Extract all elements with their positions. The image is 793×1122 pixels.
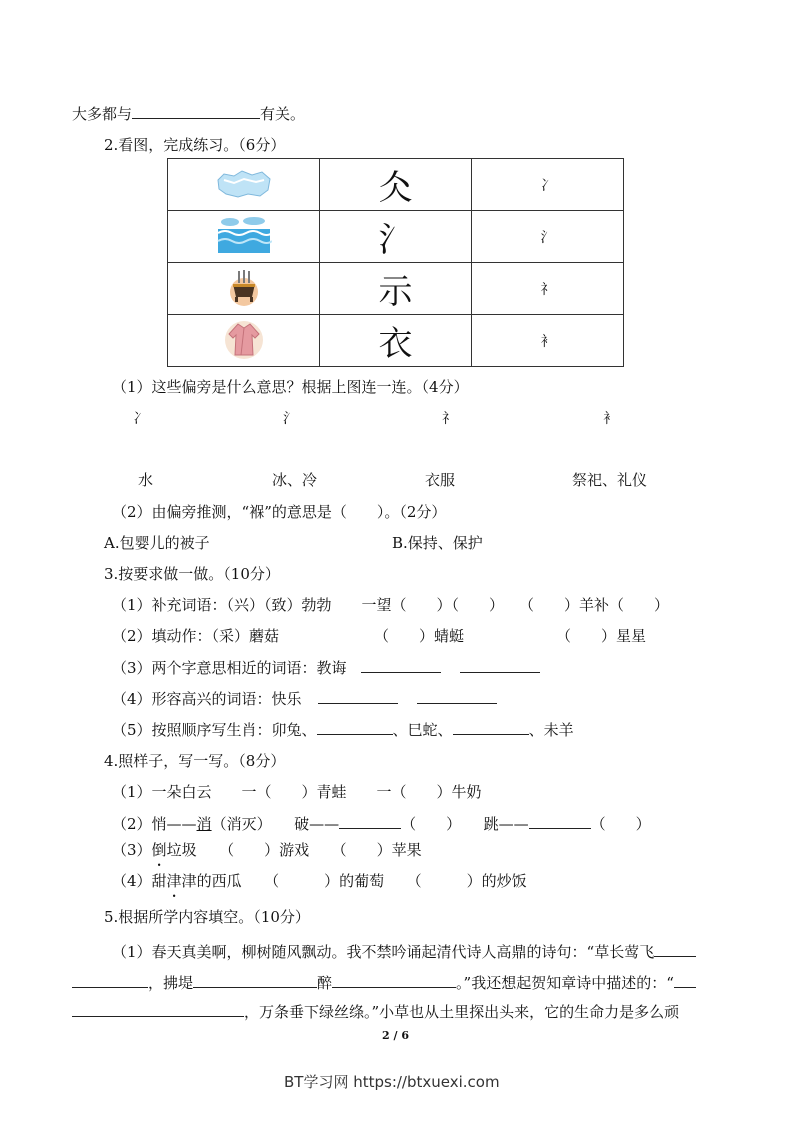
meaning-clothes[interactable]: 衣服 bbox=[425, 471, 456, 489]
answer-blank[interactable] bbox=[332, 973, 456, 988]
page-number: 2 / 6 bbox=[382, 1029, 409, 1042]
q3-line-4: （4）形容高兴的词语：快乐 bbox=[112, 688, 497, 709]
radical-water[interactable]: 氵 bbox=[283, 411, 297, 427]
question-3-title: 3.按要求做一做。（10分） bbox=[104, 565, 280, 583]
ritual-altar-image bbox=[222, 267, 266, 307]
meaning-water[interactable]: 水 bbox=[138, 471, 154, 489]
q4-line-1: （1）一朵白云 一（ ）青蛙 一（ ）牛奶 bbox=[112, 783, 482, 801]
answer-blank[interactable] bbox=[674, 973, 696, 988]
answer-blank[interactable] bbox=[654, 942, 696, 957]
seal-character: 衣 bbox=[378, 324, 413, 364]
q4-line-4: （4）甜津津的西瓜 （ ）的葡萄 （ ）的炒饭 bbox=[112, 872, 527, 890]
answer-blank[interactable] bbox=[72, 1002, 244, 1017]
water-waves-image bbox=[216, 215, 272, 255]
answer-blank[interactable] bbox=[318, 689, 398, 704]
seal-character: 仌 bbox=[378, 168, 413, 208]
q3-line-2b: （ ）蜻蜓 bbox=[374, 627, 465, 645]
table-row bbox=[168, 159, 624, 211]
option-b[interactable]: B.保持、保护 bbox=[392, 534, 483, 552]
radical-clothing[interactable]: 衤 bbox=[603, 411, 617, 427]
answer-blank[interactable] bbox=[417, 689, 497, 704]
answer-blank[interactable] bbox=[339, 814, 401, 829]
radical-ice[interactable]: 冫 bbox=[133, 411, 147, 427]
radical-ritual[interactable]: 礻 bbox=[442, 411, 456, 427]
table-row bbox=[168, 211, 624, 263]
question-2-title: 2.看图，完成练习。（6分） bbox=[104, 136, 286, 154]
q5-para-line-1: （1）春天真美啊，柳树随风飘动。我不禁吟诵起清代诗人高鼎的诗句：“草长莺飞 bbox=[112, 941, 696, 962]
q2-subquestion-2: （2）由偏旁推测，“褓”的意思是（ ）。（2分） bbox=[112, 503, 447, 521]
table-row bbox=[168, 263, 624, 315]
q2-subquestion-1: （1）这些偏旁是什么意思？根据上图连一连。（4分） bbox=[112, 378, 469, 396]
answer-blank[interactable] bbox=[193, 973, 317, 988]
answer-blank[interactable] bbox=[132, 104, 260, 119]
answer-blank[interactable] bbox=[72, 973, 148, 988]
q3-line-3: （3）两个字意思相近的词语：教诲 bbox=[112, 657, 540, 678]
q5-para-line-2: ，拂堤 醉 。”我还想起贺知章诗中描述的：“ bbox=[72, 972, 696, 993]
modern-radical: 冫 bbox=[540, 177, 555, 194]
table-row bbox=[168, 315, 624, 367]
q3-line-2a: （2）填动作：（采）蘑菇 bbox=[112, 627, 280, 645]
modern-radical: 氵 bbox=[540, 229, 555, 246]
answer-blank[interactable] bbox=[317, 720, 393, 735]
radical-table bbox=[167, 158, 624, 367]
q3-line-2c: （ ）星星 bbox=[556, 627, 647, 645]
answer-blank[interactable] bbox=[460, 658, 540, 673]
modern-radical: 衤 bbox=[540, 333, 555, 350]
question-5-title: 5.根据所学内容填空。（10分） bbox=[104, 908, 310, 926]
q3-line-5: （5）按照顺序写生肖：卯兔、 、巳蛇、 、未羊 bbox=[112, 721, 574, 739]
answer-blank[interactable] bbox=[529, 814, 591, 829]
clothing-robe-image bbox=[222, 318, 266, 360]
option-a[interactable]: A.包婴儿的被子 bbox=[104, 534, 210, 552]
answer-blank[interactable] bbox=[361, 658, 441, 673]
meaning-ice[interactable]: 冰、冷 bbox=[272, 471, 318, 489]
continued-line: 大多都与 有关。 bbox=[72, 105, 306, 123]
modern-radical: 礻 bbox=[540, 281, 555, 298]
meaning-ritual[interactable]: 祭祀、礼仪 bbox=[572, 471, 648, 489]
answer-blank[interactable] bbox=[453, 720, 529, 735]
q5-para-line-3: ，万条垂下绿丝绦。”小草也从土里探出头来，它的生命力是多么顽 bbox=[72, 1001, 679, 1022]
q4-line-2: （2）悄——消（消灭） 破—— （ ） 跳—— （ ） bbox=[112, 815, 651, 833]
q4-line-3: （3）倒垃圾 （ ）游戏 （ ）苹果 bbox=[112, 841, 422, 859]
seal-character: 氵 bbox=[378, 220, 413, 260]
footer-watermark[interactable]: BT学习网 https://btxuexi.com bbox=[284, 1073, 500, 1091]
seal-character: 示 bbox=[378, 272, 413, 312]
ice-block-image bbox=[214, 166, 274, 200]
q3-line-1: （1）补充词语：（兴）（致）勃勃 一望（ ）（ ） （ ）羊补（ ） bbox=[112, 596, 670, 614]
question-4-title: 4.照样子，写一写。（8分） bbox=[104, 752, 286, 770]
